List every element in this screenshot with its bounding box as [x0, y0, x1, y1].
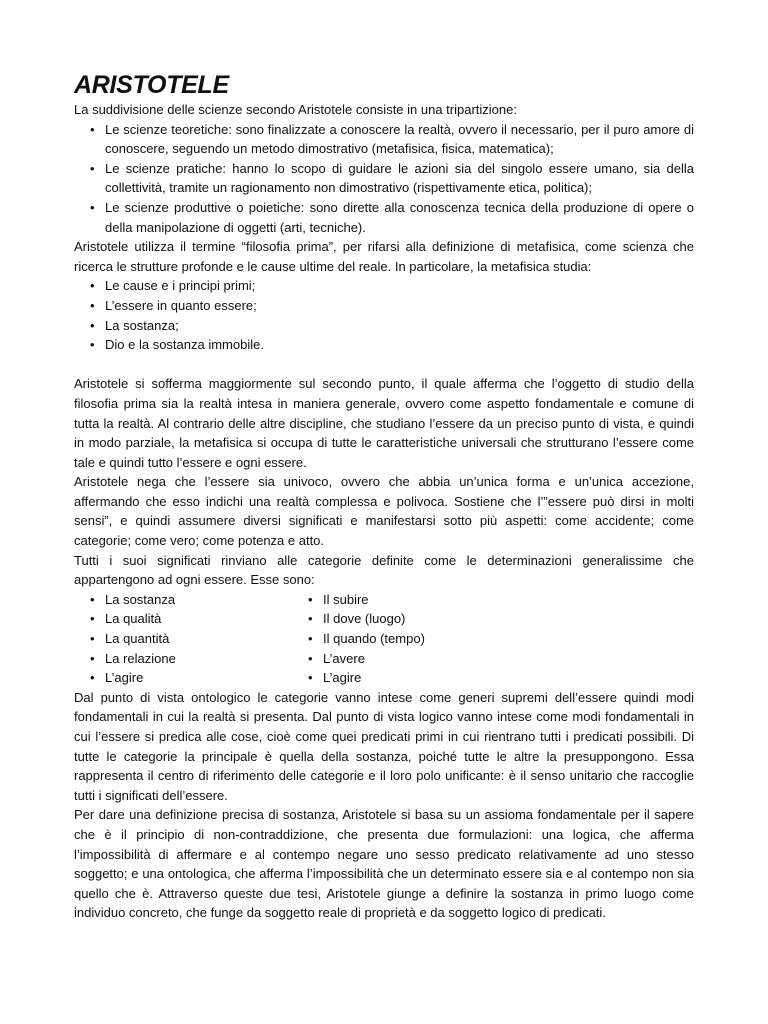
list-item: • Le scienze pratiche: hanno lo scopo di guidare le azioni sia del singolo essere umano, sia della collettività, tramite un ragionamento non dimostrativo (rispettivamente etica, politica);	[105, 159, 694, 198]
sostanza-paragraph: Per dare una definizione precisa di sostanza, Aristotele si basa su un assioma fondamentale per il sapere che è il principio di non-contraddizione, che presenta due formulazioni: una logica, che afferma l’impossibilità di affermare e al contempo negare uno sesso predicato relativamente ad uno stesso soggetto; e una ontologica, che afferma l’impossibilità che un determinato essere sia e al contempo non sia quello che è. Attraverso queste due tesi, Aristotele giunge a definire la sostanza in primo luogo come individuo concreto, che funge da soggetto reale di proprietà e da soggetto logico di predicati.	[74, 807, 694, 921]
categorie-paragraph: Tutti i suoi significati rinviano alle categorie definite come le determinazioni generalissime che appartengono ad ogni essere. Esse sono:	[74, 552, 694, 588]
list-item: • L’essere in quanto essere;	[105, 296, 694, 316]
categories-list-right	[292, 590, 510, 688]
list-item: • L’avere	[323, 649, 510, 669]
list-item: • Le scienze produttive o poietiche: sono dirette alla conoscenza tecnica della produzione di opere o della manipolazione di oggetti (arti, tecniche).	[105, 198, 694, 237]
list-item: • La quantità	[105, 629, 292, 649]
categories-columns	[74, 590, 694, 688]
list-item: • La relazione	[105, 649, 292, 669]
sciences-list	[74, 120, 694, 238]
univoco-paragraph: Aristotele nega che l’essere sia univoco, ovvero che abbia un’unica forma e un’unica accezione, affermando che esso indichi una realtà complessa e polivoca. Sostiene che l’”essere può dirsi in molti sensi”, e quindi assumere diversi significati e manifestarsi sotto più aspetti: come accidente; come categorie; come vero; come potenza e atto.	[74, 474, 694, 549]
list-item: • Il subire	[323, 590, 510, 610]
list-item: • Le cause e i principi primi;	[105, 276, 694, 296]
list-item: • La sostanza	[105, 590, 292, 610]
list-item: • La qualità	[105, 609, 292, 629]
spacer	[74, 355, 694, 375]
list-item: • Dio e la sostanza immobile.	[105, 335, 694, 355]
list-item: • La sostanza;	[105, 316, 694, 336]
ontologico-paragraph: Dal punto di vista ontologico le categorie vanno intese come generi supremi dell’essere quindi modi fondamentali in cui la realtà si presenta. Dal punto di vista logico vanno intese come modi fondamentali in cui l’essere si predica alle cose, cioè come quei predicati primi in cui rientrano tutti i predicati possibili. Di tutte le categorie la principale è quella della sostanza, poiché tutte le altre la presuppongono. Essa rappresenta il centro di riferimento delle categorie e il loro polo unificante: è il senso unitario che raccoglie tutti i significati dell’essere.	[74, 689, 694, 803]
categories-list-left	[74, 590, 292, 688]
metaphysics-intro-paragraph: Aristotele utilizza il termine “filosofia prima”, per rifarsi alla definizione di metafisica, come scienza che ricerca le strutture profonde e le cause ultime del reale. In particolare, la metafisica studia:	[74, 239, 694, 274]
list-item: • Il dove (luogo)	[323, 609, 510, 629]
intro-paragraph: La suddivisione delle scienze secondo Aristotele consiste in una tripartizione:	[74, 102, 517, 117]
page-title: ARISTOTELE	[74, 71, 229, 99]
essere-paragraph: Aristotele si sofferma maggiormente sul secondo punto, il quale afferma che l’oggetto di studio della filosofia prima sia la realtà intesa in maniera generale, ovvero come aspetto fondamentale e comune di tutta la realtà. Al contrario delle altre discipline, che studiano l’essere da un preciso punto di vista, e quindi in modo parziale, la metafisica si occupa di tutte le caratteristiche universali che strutturano l’essere come tale e quindi tutto l’essere e ogni essere.	[74, 376, 694, 470]
metaphysics-topics-list	[74, 276, 694, 354]
list-item: • Il quando (tempo)	[323, 629, 510, 649]
list-item: • L’agire	[105, 668, 292, 688]
list-item: • L’agire	[323, 668, 510, 688]
list-item: • Le scienze teoretiche: sono finalizzate a conoscere la realtà, ovvero il necessario, per il puro amore di conoscere, seguendo un metodo dimostrativo (metafisica, fisica, matematica);	[105, 120, 694, 159]
